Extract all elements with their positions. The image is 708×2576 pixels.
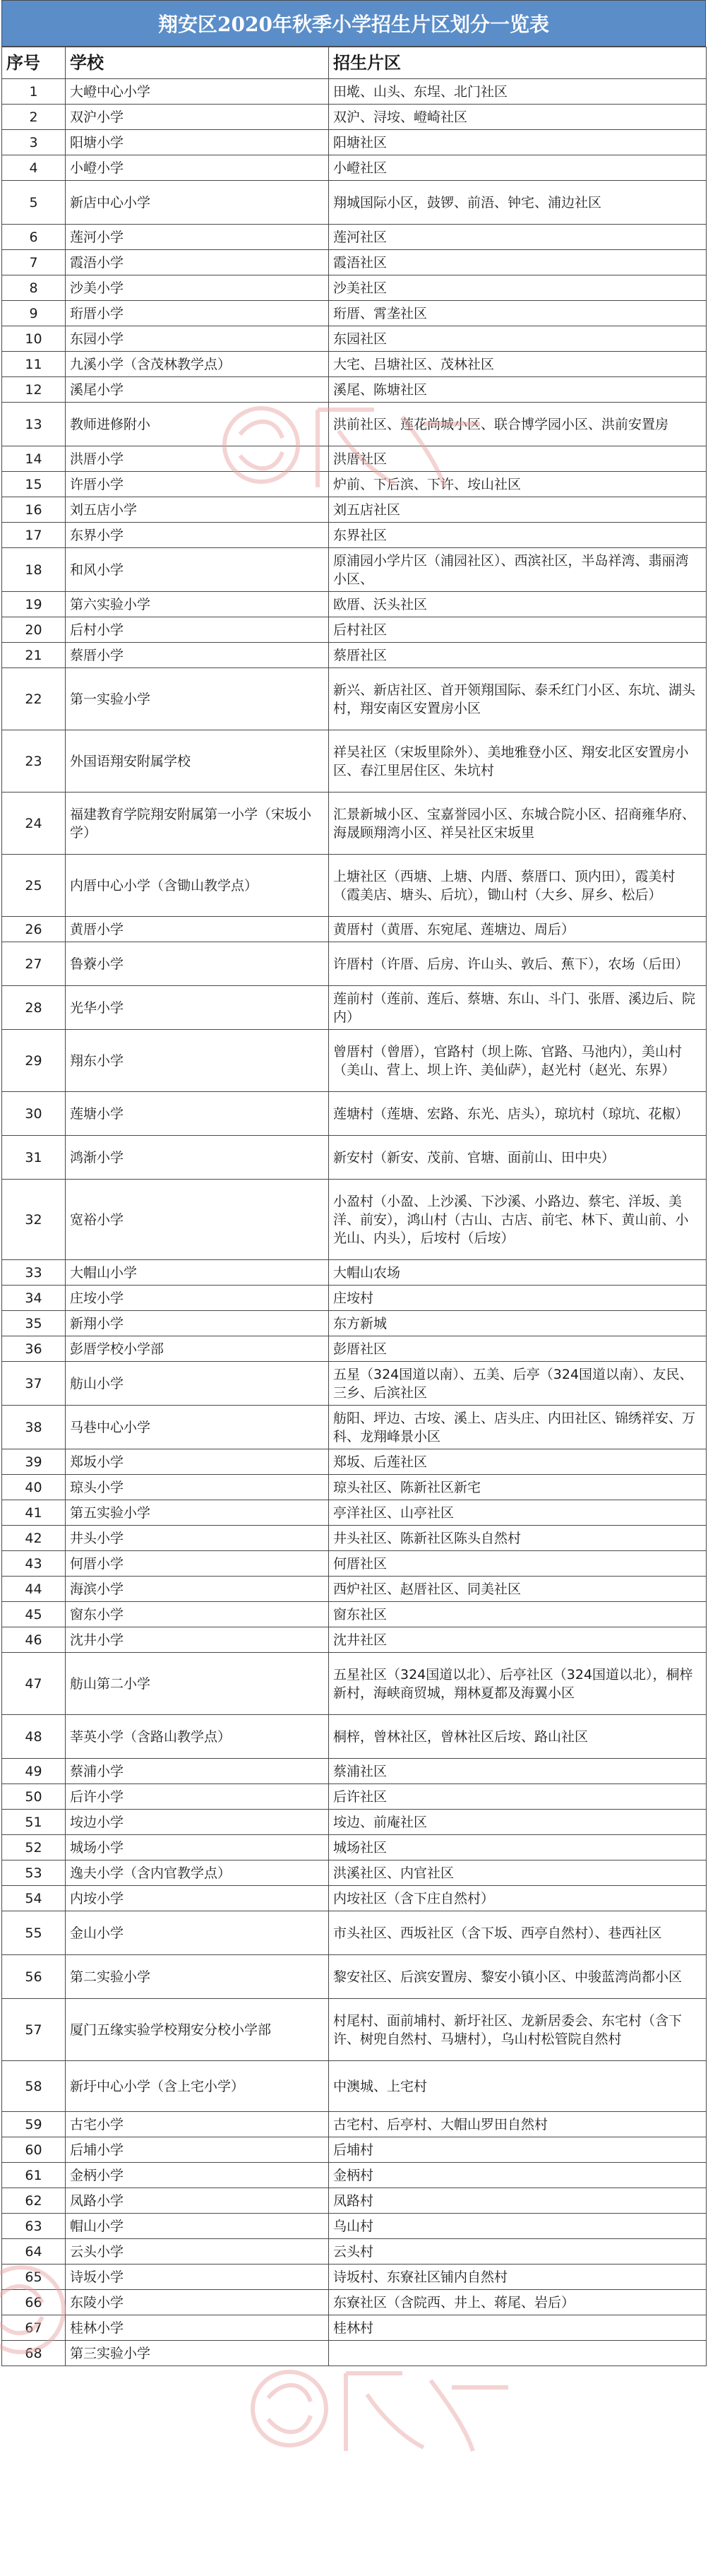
school-name: 东陵小学 (66, 2290, 329, 2315)
row-number: 38 (2, 1406, 66, 1449)
row-number: 48 (2, 1715, 66, 1759)
row-number: 35 (2, 1311, 66, 1336)
row-number: 60 (2, 2137, 66, 2163)
table-body (2, 79, 707, 2366)
table-row (2, 855, 707, 917)
row-number: 39 (2, 1449, 66, 1475)
enrollment-area: 凤路村 (329, 2188, 707, 2214)
school-name: 第五实验小学 (66, 1500, 329, 1526)
row-number: 17 (2, 523, 66, 548)
enrollment-area: 后埔村 (329, 2137, 707, 2163)
table-row (2, 1886, 707, 1911)
enrollment-area: 祥吴社区（宋坂里除外）、美地雅登小区、翔安北区安置房小区、春江里居住区、朱坑村 (329, 730, 707, 793)
school-name: 后村小学 (66, 617, 329, 643)
enrollment-area: 庄垵村 (329, 1286, 707, 1311)
row-number: 66 (2, 2290, 66, 2315)
row-number: 44 (2, 1577, 66, 1602)
enrollment-area: 洪溪社区、内官社区 (329, 1860, 707, 1886)
enrollment-area: 珩厝、霄垄社区 (329, 301, 707, 326)
enrollment-area: 舫阳、坪边、古垵、溪上、店头庄、内田社区、锦绣祥安、万科、龙翔峰景小区 (329, 1406, 707, 1449)
enrollment-area: 城场社区 (329, 1835, 707, 1860)
enrollment-area: 刘五店社区 (329, 497, 707, 523)
table-row (2, 942, 707, 986)
table-row (2, 2163, 707, 2188)
school-name: 新店中心小学 (66, 181, 329, 225)
school-name: 光华小学 (66, 986, 329, 1030)
school-name: 刘五店小学 (66, 497, 329, 523)
table-row (2, 1835, 707, 1860)
enrollment-area: 大宅、吕塘社区、茂林社区 (329, 352, 707, 377)
table-row (2, 668, 707, 730)
school-name: 莲塘小学 (66, 1092, 329, 1136)
table-row (2, 1955, 707, 1999)
table-row (2, 1999, 707, 2061)
enrollment-area: 莲塘村（莲塘、宏路、东光、店头），琼坑村（琼坑、花椒） (329, 1092, 707, 1136)
table-row (2, 1627, 707, 1653)
school-name: 宽裕小学 (66, 1180, 329, 1260)
school-name: 厦门五缘实验学校翔安分校小学部 (66, 1999, 329, 2061)
enrollment-area: 桂林村 (329, 2315, 707, 2341)
table-row (2, 643, 707, 668)
school-name: 东园小学 (66, 326, 329, 352)
table-row (2, 105, 707, 130)
enrollment-area: 古宅村、后亭村、大帽山罗田自然村 (329, 2112, 707, 2137)
table-row (2, 2112, 707, 2137)
table-row (2, 301, 707, 326)
enrollment-area: 大帽山农场 (329, 1260, 707, 1286)
table-row (2, 1810, 707, 1835)
enrollment-area: 垵边、前庵社区 (329, 1810, 707, 1835)
table-row (2, 1449, 707, 1475)
row-number: 54 (2, 1886, 66, 1911)
school-name: 后埔小学 (66, 2137, 329, 2163)
enrollment-area: 原浦园小学片区（浦园社区）、西滨社区，半岛祥湾、翡丽湾小区、 (329, 548, 707, 592)
table-row (2, 1260, 707, 1286)
table-row (2, 472, 707, 497)
enrollment-area: 后村社区 (329, 617, 707, 643)
row-number: 51 (2, 1810, 66, 1835)
school-name: 大帽山小学 (66, 1260, 329, 1286)
school-name: 内垵小学 (66, 1886, 329, 1911)
school-name: 城场小学 (66, 1835, 329, 1860)
school-name: 鲁藔小学 (66, 942, 329, 986)
row-number: 16 (2, 497, 66, 523)
table-row (2, 523, 707, 548)
column-header-no: 序号 (2, 47, 66, 79)
table-row (2, 130, 707, 155)
school-name: 后许小学 (66, 1784, 329, 1810)
table-row (2, 1475, 707, 1500)
enrollment-area: 洪厝社区 (329, 446, 707, 472)
table-row (2, 352, 707, 377)
school-name: 教师进修附小 (66, 403, 329, 446)
enrollment-area: 西炉社区、赵厝社区、同美社区 (329, 1577, 707, 1602)
row-number: 24 (2, 793, 66, 855)
school-name: 新圩中心小学（含上宅小学） (66, 2061, 329, 2112)
school-name: 溪尾小学 (66, 377, 329, 403)
row-number: 57 (2, 1999, 66, 2061)
school-name: 金柄小学 (66, 2163, 329, 2188)
table-row (2, 1311, 707, 1336)
enrollment-area: 窗东社区 (329, 1602, 707, 1627)
enrollment-table (1, 47, 707, 2366)
row-number: 52 (2, 1835, 66, 1860)
school-name: 海滨小学 (66, 1577, 329, 1602)
school-name: 阳塘小学 (66, 130, 329, 155)
school-name: 帽山小学 (66, 2214, 329, 2239)
row-number: 26 (2, 917, 66, 942)
school-name: 云头小学 (66, 2239, 329, 2265)
table-title: 翔安区2020年秋季小学招生片区划分一览表 (1, 0, 706, 47)
row-number: 67 (2, 2315, 66, 2341)
school-name: 凤路小学 (66, 2188, 329, 2214)
row-number: 45 (2, 1602, 66, 1627)
row-number: 65 (2, 2265, 66, 2290)
enrollment-area: 彭厝社区 (329, 1336, 707, 1362)
row-number: 58 (2, 2061, 66, 2112)
enrollment-area: 莲前村（莲前、莲后、蔡塘、东山、斗门、张厝、溪边后、院内） (329, 986, 707, 1030)
enrollment-area: 市头社区、西坂社区（含下坂、西亭自然村）、巷西社区 (329, 1911, 707, 1955)
school-name: 双沪小学 (66, 105, 329, 130)
row-number: 4 (2, 155, 66, 181)
school-name: 翔东小学 (66, 1030, 329, 1092)
row-number: 31 (2, 1136, 66, 1180)
enrollment-area: 莲河社区 (329, 225, 707, 250)
school-name: 黄厝小学 (66, 917, 329, 942)
enrollment-area: 东界社区 (329, 523, 707, 548)
enrollment-area: 蔡厝社区 (329, 643, 707, 668)
row-number: 49 (2, 1759, 66, 1784)
row-number: 14 (2, 446, 66, 472)
enrollment-area: 汇景新城小区、宝嘉誉园小区、东城合院小区、招商雍华府、海晟顾翔湾小区、祥吴社区宋坂里 (329, 793, 707, 855)
table-row (2, 730, 707, 793)
row-number: 34 (2, 1286, 66, 1311)
table-row (2, 2265, 707, 2290)
school-name: 逸夫小学（含内官教学点） (66, 1860, 329, 1886)
enrollment-area (329, 2341, 707, 2366)
table-row (2, 225, 707, 250)
row-number: 12 (2, 377, 66, 403)
enrollment-area: 琼头社区、陈新社区新宅 (329, 1475, 707, 1500)
school-name: 诗坂小学 (66, 2265, 329, 2290)
school-name: 沈井小学 (66, 1627, 329, 1653)
row-number: 62 (2, 2188, 66, 2214)
row-number: 30 (2, 1092, 66, 1136)
row-number: 13 (2, 403, 66, 446)
row-number: 23 (2, 730, 66, 793)
table-row (2, 2341, 707, 2366)
school-name: 窗东小学 (66, 1602, 329, 1627)
row-number: 50 (2, 1784, 66, 1810)
table-row (2, 2214, 707, 2239)
row-number: 41 (2, 1500, 66, 1526)
table-row (2, 1500, 707, 1526)
school-name: 第二实验小学 (66, 1955, 329, 1999)
school-name: 桂林小学 (66, 2315, 329, 2341)
school-name: 第一实验小学 (66, 668, 329, 730)
table-row (2, 1180, 707, 1260)
row-number: 40 (2, 1475, 66, 1500)
school-name: 第六实验小学 (66, 592, 329, 617)
table-row (2, 275, 707, 301)
enrollment-area: 沙美社区 (329, 275, 707, 301)
table-row (2, 1715, 707, 1759)
row-number: 10 (2, 326, 66, 352)
school-name: 九溪小学（含茂林教学点） (66, 352, 329, 377)
enrollment-area: 桐梓，曾林社区，曾林社区后垵、路山社区 (329, 1715, 707, 1759)
enrollment-area: 东方新城 (329, 1311, 707, 1336)
enrollment-area: 亭洋社区、山亭社区 (329, 1500, 707, 1526)
school-name: 蔡厝小学 (66, 643, 329, 668)
school-name: 金山小学 (66, 1911, 329, 1955)
enrollment-area: 乌山村 (329, 2214, 707, 2239)
enrollment-area: 云头村 (329, 2239, 707, 2265)
row-number: 59 (2, 2112, 66, 2137)
enrollment-area: 上塘社区（西塘、上塘、内厝、蔡厝口、顶内田），霞美村（霞美店、塘头、后坑），锄山村（大乡、屏乡、松后） (329, 855, 707, 917)
row-number: 7 (2, 250, 66, 275)
row-number: 61 (2, 2163, 66, 2188)
enrollment-area: 曾厝村（曾厝），官路村（坝上陈、官路、马池内），美山村（美山、营上、坝上许、美仙萨），赵光村（赵光、东界） (329, 1030, 707, 1092)
school-name: 何厝小学 (66, 1551, 329, 1577)
school-name: 大嶝中心小学 (66, 79, 329, 105)
table-row (2, 446, 707, 472)
enrollment-area: 村尾村、面前埔村、新圩社区、龙新居委会、东宅村（含下许、树兜自然村、马塘村），乌山村松管院自然村 (329, 1999, 707, 2061)
school-name: 莲河小学 (66, 225, 329, 250)
school-name: 舫山小学 (66, 1362, 329, 1406)
document-page (1, 0, 706, 2366)
school-name: 古宅小学 (66, 2112, 329, 2137)
table-row (2, 250, 707, 275)
enrollment-area: 黎安社区、后滨安置房、黎安小镇小区、中骏蓝湾尚都小区 (329, 1955, 707, 1999)
row-number: 19 (2, 592, 66, 617)
table-row (2, 1653, 707, 1715)
school-name: 霞浯小学 (66, 250, 329, 275)
enrollment-area: 新兴、新店社区、首开领翔国际、泰禾红门小区、东坑、湖头村，翔安南区安置房小区 (329, 668, 707, 730)
column-header-school: 学校 (66, 47, 329, 79)
school-name: 内厝中心小学（含锄山教学点） (66, 855, 329, 917)
row-number: 1 (2, 79, 66, 105)
enrollment-area: 井头社区、陈新社区陈头自然村 (329, 1526, 707, 1551)
row-number: 37 (2, 1362, 66, 1406)
row-number: 46 (2, 1627, 66, 1653)
table-row (2, 793, 707, 855)
enrollment-area: 五星（324国道以南）、五美、后亭（324国道以南）、友民、三乡、后滨社区 (329, 1362, 707, 1406)
table-row (2, 2137, 707, 2163)
enrollment-area: 诗坂村、东寮社区铺内自然村 (329, 2265, 707, 2290)
enrollment-area: 黄厝村（黄厝、东宛尾、莲塘边、周后） (329, 917, 707, 942)
school-name: 福建教育学院翔安附属第一小学（宋坂小学） (66, 793, 329, 855)
row-number: 20 (2, 617, 66, 643)
enrollment-area: 阳塘社区 (329, 130, 707, 155)
table-row (2, 592, 707, 617)
table-row (2, 2188, 707, 2214)
row-number: 33 (2, 1260, 66, 1286)
row-number: 68 (2, 2341, 66, 2366)
enrollment-area: 洪前社区、莲花尚城小区、联合博学园小区、洪前安置房 (329, 403, 707, 446)
school-name: 珩厝小学 (66, 301, 329, 326)
row-number: 64 (2, 2239, 66, 2265)
row-number: 56 (2, 1955, 66, 1999)
enrollment-area: 沈井社区 (329, 1627, 707, 1653)
enrollment-area: 金柄村 (329, 2163, 707, 2188)
row-number: 11 (2, 352, 66, 377)
school-name: 彭厝学校小学部 (66, 1336, 329, 1362)
enrollment-area: 翔城国际小区，鼓锣、前浯、钟宅、浦边社区 (329, 181, 707, 225)
table-row (2, 1911, 707, 1955)
table-row (2, 1286, 707, 1311)
table-row (2, 1602, 707, 1627)
row-number: 8 (2, 275, 66, 301)
row-number: 32 (2, 1180, 66, 1260)
school-name: 鸿渐小学 (66, 1136, 329, 1180)
enrollment-area: 中澳城、上宅村 (329, 2061, 707, 2112)
row-number: 47 (2, 1653, 66, 1715)
enrollment-area: 后许社区 (329, 1784, 707, 1810)
enrollment-area: 内垵社区（含下庄自然村） (329, 1886, 707, 1911)
table-row (2, 917, 707, 942)
table-row (2, 497, 707, 523)
table-row (2, 326, 707, 352)
table-row (2, 377, 707, 403)
school-name: 垵边小学 (66, 1810, 329, 1835)
table-row (2, 1136, 707, 1180)
row-number: 36 (2, 1336, 66, 1362)
enrollment-area: 欧厝、沃头社区 (329, 592, 707, 617)
table-row (2, 2061, 707, 2112)
school-name: 第三实验小学 (66, 2341, 329, 2366)
table-row (2, 1092, 707, 1136)
table-row (2, 1759, 707, 1784)
table-row (2, 1784, 707, 1810)
row-number: 2 (2, 105, 66, 130)
school-name: 沙美小学 (66, 275, 329, 301)
row-number: 27 (2, 942, 66, 986)
row-number: 21 (2, 643, 66, 668)
school-name: 外国语翔安附属学校 (66, 730, 329, 793)
row-number: 15 (2, 472, 66, 497)
table-row (2, 1362, 707, 1406)
column-header-area: 招生片区 (329, 47, 707, 79)
enrollment-area: 炉前、下后滨、下许、垵山社区 (329, 472, 707, 497)
enrollment-area: 溪尾、陈塘社区 (329, 377, 707, 403)
school-name: 庄垵小学 (66, 1286, 329, 1311)
table-row (2, 1551, 707, 1577)
row-number: 53 (2, 1860, 66, 1886)
table-row (2, 403, 707, 446)
table-row (2, 1526, 707, 1551)
table-row (2, 2239, 707, 2265)
enrollment-area: 郑坂、后莲社区 (329, 1449, 707, 1475)
table-row (2, 1577, 707, 1602)
enrollment-area: 何厝社区 (329, 1551, 707, 1577)
school-name: 许厝小学 (66, 472, 329, 497)
enrollment-area: 东寮社区（含院西、井上、蒋尾、岩后） (329, 2290, 707, 2315)
row-number: 63 (2, 2214, 66, 2239)
row-number: 18 (2, 548, 66, 592)
table-row (2, 1030, 707, 1092)
school-name: 琼头小学 (66, 1475, 329, 1500)
enrollment-area: 小嶝社区 (329, 155, 707, 181)
table-header-row (2, 47, 707, 79)
table-row (2, 2315, 707, 2341)
row-number: 28 (2, 986, 66, 1030)
table-row (2, 1860, 707, 1886)
enrollment-area: 双沪、浔垵、嶝崎社区 (329, 105, 707, 130)
row-number: 25 (2, 855, 66, 917)
school-name: 马巷中心小学 (66, 1406, 329, 1449)
table-row (2, 1406, 707, 1449)
enrollment-area: 新安村（新安、茂前、官塘、面前山、田中央） (329, 1136, 707, 1180)
row-number: 29 (2, 1030, 66, 1092)
enrollment-area: 东园社区 (329, 326, 707, 352)
table-row (2, 548, 707, 592)
school-name: 新翔小学 (66, 1311, 329, 1336)
table-row (2, 1336, 707, 1362)
row-number: 42 (2, 1526, 66, 1551)
enrollment-area: 田墘、山头、东埕、北门社区 (329, 79, 707, 105)
enrollment-area: 小盈村（小盈、上沙溪、下沙溪、小路边、蔡宅、洋坂、美洋、前安），鸿山村（古山、古店、前宅、林下、黄山前、小光山、内头），后垵村（后垵） (329, 1180, 707, 1260)
enrollment-area: 五星社区（324国道以北）、后亭社区（324国道以北），桐梓新村，海峡商贸城，翔林夏都及海翼小区 (329, 1653, 707, 1715)
row-number: 5 (2, 181, 66, 225)
school-name: 东界小学 (66, 523, 329, 548)
school-name: 小嶝小学 (66, 155, 329, 181)
table-row (2, 155, 707, 181)
table-row (2, 181, 707, 225)
school-name: 洪厝小学 (66, 446, 329, 472)
table-row (2, 2290, 707, 2315)
school-name: 蔡浦小学 (66, 1759, 329, 1784)
school-name: 郑坂小学 (66, 1449, 329, 1475)
row-number: 55 (2, 1911, 66, 1955)
enrollment-area: 许厝村（许厝、后房、许山头、敦后、蕉下），农场（后田） (329, 942, 707, 986)
row-number: 9 (2, 301, 66, 326)
row-number: 22 (2, 668, 66, 730)
school-name: 舫山第二小学 (66, 1653, 329, 1715)
table-row (2, 617, 707, 643)
school-name: 和风小学 (66, 548, 329, 592)
school-name: 莘英小学（含路山教学点） (66, 1715, 329, 1759)
table-row (2, 986, 707, 1030)
enrollment-area: 霞浯社区 (329, 250, 707, 275)
school-name: 井头小学 (66, 1526, 329, 1551)
row-number: 43 (2, 1551, 66, 1577)
enrollment-area: 蔡浦社区 (329, 1759, 707, 1784)
table-row (2, 79, 707, 105)
row-number: 3 (2, 130, 66, 155)
row-number: 6 (2, 225, 66, 250)
